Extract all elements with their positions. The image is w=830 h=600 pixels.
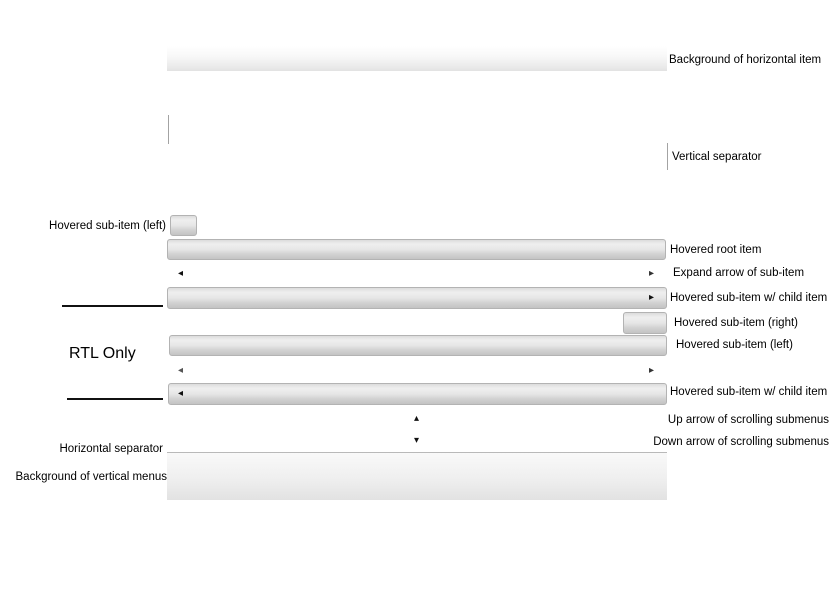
vertical-menus-background-label: Background of vertical menus [15,471,167,483]
hovered-root-item-swatch [167,239,666,260]
vertical-menus-background-swatch [167,453,667,500]
horizontal-item-background-label: Background of horizontal item [669,54,822,66]
rtl-child-item-left-arrow-icon: ◂ [178,388,184,399]
rtl-only-section-label: RTL Only [69,345,136,362]
vertical-separator-swatch-left [168,115,169,144]
hovered-sub-item-left-swatch [170,215,197,236]
rtl-hovered-sub-item-left-swatch [169,335,667,356]
hovered-sub-item-right-swatch [623,312,667,334]
expand-right-arrow-icon: ▸ [649,268,655,279]
rtl-hovered-sub-item-with-child-swatch [168,383,667,405]
vertical-separator-label: Vertical separator [672,151,762,163]
rtl-section-top-bracket-line [62,305,163,307]
hovered-sub-item-with-child-label: Hovered sub-item w/ child item [670,292,828,304]
expand-arrow-label: Expand arrow of sub-item [673,267,805,279]
child-item-right-arrow-icon: ▸ [649,292,655,303]
scroll-up-arrow-icon: ▴ [414,413,420,424]
expand-left-arrow-icon: ◂ [178,268,184,279]
rtl-expand-right-arrow-icon: ▸ [649,365,655,376]
scroll-up-arrow-label: Up arrow of scrolling submenus [667,414,829,426]
scroll-down-arrow-icon: ▾ [414,435,420,446]
rtl-hovered-sub-item-left-label: Hovered sub-item (left) [676,339,793,351]
rtl-hovered-sub-item-with-child-label: Hovered sub-item w/ child item [670,386,828,398]
vertical-separator-swatch-right [667,143,668,170]
rtl-section-bottom-bracket-line [67,398,163,400]
hovered-sub-item-left-label: Hovered sub-item (left) [49,220,166,232]
rtl-expand-left-arrow-icon: ◂ [178,365,184,376]
scroll-down-arrow-label: Down arrow of scrolling submenus [653,436,829,448]
hovered-root-item-label: Hovered root item [670,244,762,256]
hovered-sub-item-right-label: Hovered sub-item (right) [674,317,798,329]
horizontal-item-background-swatch [167,46,667,71]
horizontal-separator-label: Horizontal separator [59,443,163,455]
hovered-sub-item-with-child-swatch [167,287,667,309]
